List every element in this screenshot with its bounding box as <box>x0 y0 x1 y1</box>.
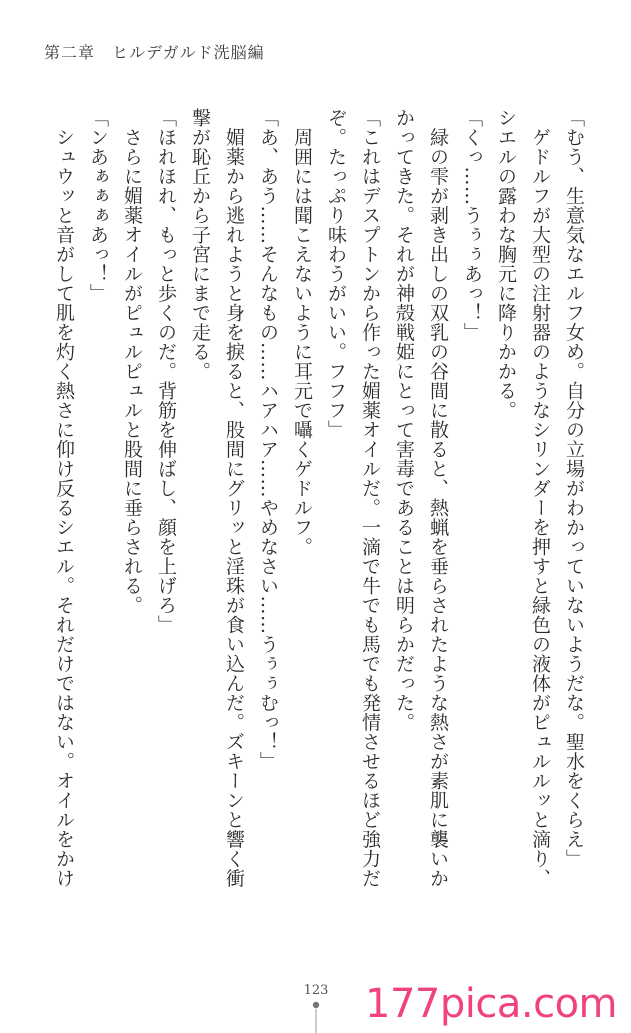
text-line: シュウッと音がして肌を灼く熱さに仰け反るシエル。それだけではない。オイルをかけ <box>53 108 75 888</box>
text-line: 周囲には聞こえないように耳元で囁くゲドルフ。 <box>291 108 313 557</box>
page-ornament-icon <box>311 1000 321 1033</box>
text-line: かってきた。それが神殻戦姫にとって害毒であることは明らかだった。 <box>393 108 415 732</box>
text-line: 媚薬から逃れようと身を捩ると、股間にグリッと淫珠が食い込んだ。ズキーンと響く衝 <box>223 108 245 888</box>
text-line: ぞ。たっぷり味わうがいい。フフフ」 <box>325 108 347 440</box>
text-line: シエルの露わな胸元に降りかかる。 <box>495 108 517 420</box>
text-line: 「ンあぁぁぁあっ！」 <box>87 108 109 303</box>
page-number: 123 <box>303 983 329 998</box>
text-line: 「むう、生意気なエルフ女め。自分の立場がわかっていないようだな。聖水をくらえ」 <box>563 108 585 869</box>
text-line: 撃が恥丘から子宮にまで走る。 <box>189 108 211 381</box>
text-line: ゲドルフが大型の注射器のようなシリンダーを押すと緑色の液体がピュルルッと滴り、 <box>529 108 551 888</box>
text-line: さらに媚薬オイルがピュルピュルと股間に垂らされる。 <box>121 108 143 615</box>
text-line: 「ほれほれ、もっと歩くのだ。背筋を伸ばし、顔を上げろ」 <box>155 108 177 635</box>
text-line: 「これはデスプトンから作った媚薬オイルだ。一滴で牛でも馬でも発情させるほど強力だ <box>359 108 381 888</box>
chapter-header: 第二章 ヒルデガルド洗脳編 <box>44 43 265 62</box>
text-line: 緑の雫が剥き出しの双乳の谷間に散ると、熱蝋を垂らされたような熱さが素肌に襲いか <box>427 108 449 888</box>
body-text <box>47 108 591 938</box>
text-line: 「あ、あう……そんなもの……ハアハア……やめなさい……うぅぅむっ！」 <box>257 108 279 771</box>
text-line: 「くっ……うぅぅあっ！」 <box>461 108 483 342</box>
watermark: 177pica.com <box>365 981 617 1027</box>
